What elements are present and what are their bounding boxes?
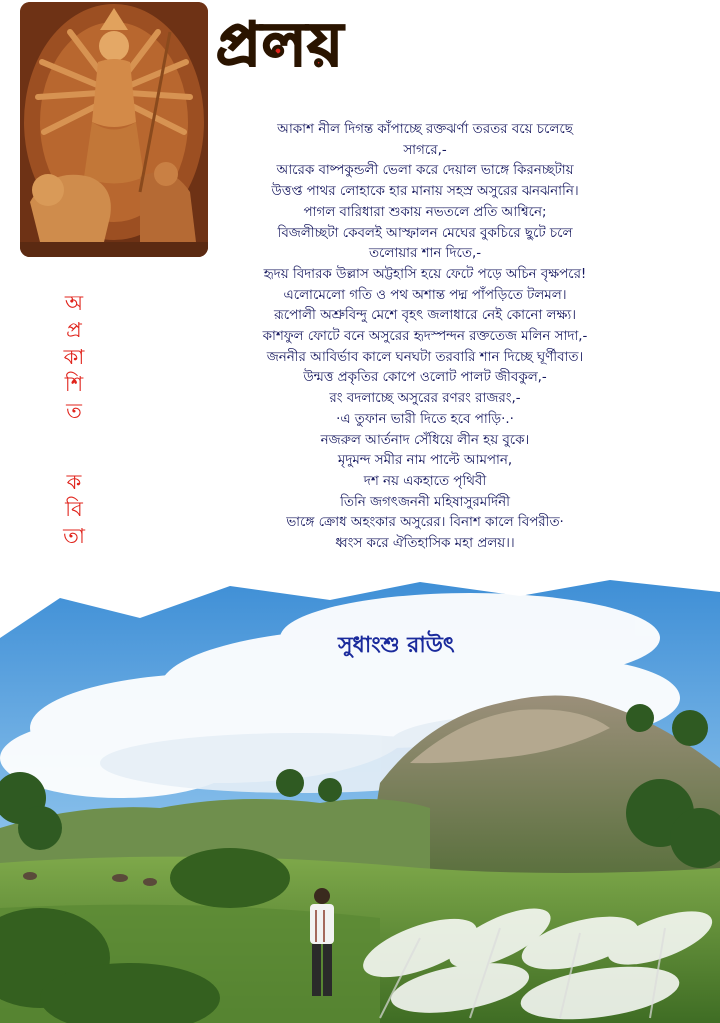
side-label-char: ক <box>66 470 82 494</box>
durga-idol-image <box>20 2 208 257</box>
side-label-vertical <box>56 290 92 550</box>
poem-body <box>206 120 644 555</box>
side-label-char: কা <box>63 345 85 369</box>
poem-line: কাশফুল ফোটে বনে অসুরের হৃদস্পন্দন রক্ততেজ মলিন সাদা,- <box>262 329 588 345</box>
poem-line: রূপোলী অশ্রুবিন্দু মেশে বৃহৎ জলাধারে নেই কোনো লক্ষ্য। <box>273 308 577 324</box>
poem-line: ধ্বংস করে ঐতিহাসিক মহা প্রলয়।। <box>335 536 515 552</box>
poem-line: তলোয়ার শান দিতে,- <box>368 246 482 262</box>
poem-title: প্রলয় <box>216 10 344 80</box>
side-label-char: ত <box>66 399 82 423</box>
poem-line: ভাঙ্গে ক্রোধ অহংকার অসুরের। বিনাশ কালে বিপরীত· <box>286 515 564 531</box>
author-name: সুধাংশু রাউৎ <box>338 633 455 658</box>
poem-line: উন্মত্ত প্রকৃতির কোপে ওলোট পালট জীবকুল,- <box>303 370 547 386</box>
poem-line: বিজলীচ্ছটা কেবলই আস্ফালন মেঘের বুকচিরে ছুটে চলে <box>277 225 573 241</box>
poem-line: উত্তপ্ত পাথর লোহাকে হার মানায় সহস্র অসুরের ঝনঝনানি। <box>271 184 579 200</box>
poem-line: দশ নয় একহাতে পৃথিবী <box>363 473 487 489</box>
poem-line: রং বদলাচ্ছে অসুরের রণরং রাজরং,- <box>329 391 521 407</box>
poem-line: নজরুল আর্তনাদ সেঁধিয়ে লীন হয় বুকে। <box>320 432 530 448</box>
poem-line: আরেক বাষ্পকুন্ডলী ভেলা করে দেয়াল ভাঙ্গে কিরনচ্ছটায় <box>276 163 574 179</box>
poem-line: এলোমেলো গতি ও পথ অশান্ত পদ্ম পাঁপড়িতে টলমল। <box>283 287 567 303</box>
poem-line: তিনি জগৎজননী মহিষাসুরমর্দিনী <box>340 494 510 510</box>
side-label-char: অ <box>64 291 84 315</box>
poem-line: সাগরে,- <box>403 142 447 158</box>
poem-line: পাগল বারিধারা শুকায় নভতলে প্রতি আশ্বিনে; <box>303 204 547 220</box>
poem-line: ·এ তুফান ভারী দিতে হবে পাড়ি·.· <box>336 411 514 427</box>
side-label-char: বি <box>65 497 83 521</box>
poem-line: জননীর আবির্ভাব কালে ঘনঘটা তরবারি শান দিচ্ছে ঘূর্ণীবাত। <box>266 349 584 365</box>
side-label-char: প্র <box>66 318 82 342</box>
side-label-char: শি <box>64 372 84 396</box>
poem-line: মৃদুমন্দ সমীর নাম পাল্টে আমপান, <box>337 453 513 469</box>
side-label-char: তা <box>63 524 85 548</box>
poem-line: আকাশ নীল দিগন্ত কাঁপাচ্ছে রক্তঝর্ণা তরতর বয়ে চলেছে <box>277 122 573 137</box>
poem-line: হৃদয় বিদারক উল্লাস অট্টহাসি হয়ে ফেটে পড়ে অচিন বৃক্ষপরে! <box>263 266 587 282</box>
